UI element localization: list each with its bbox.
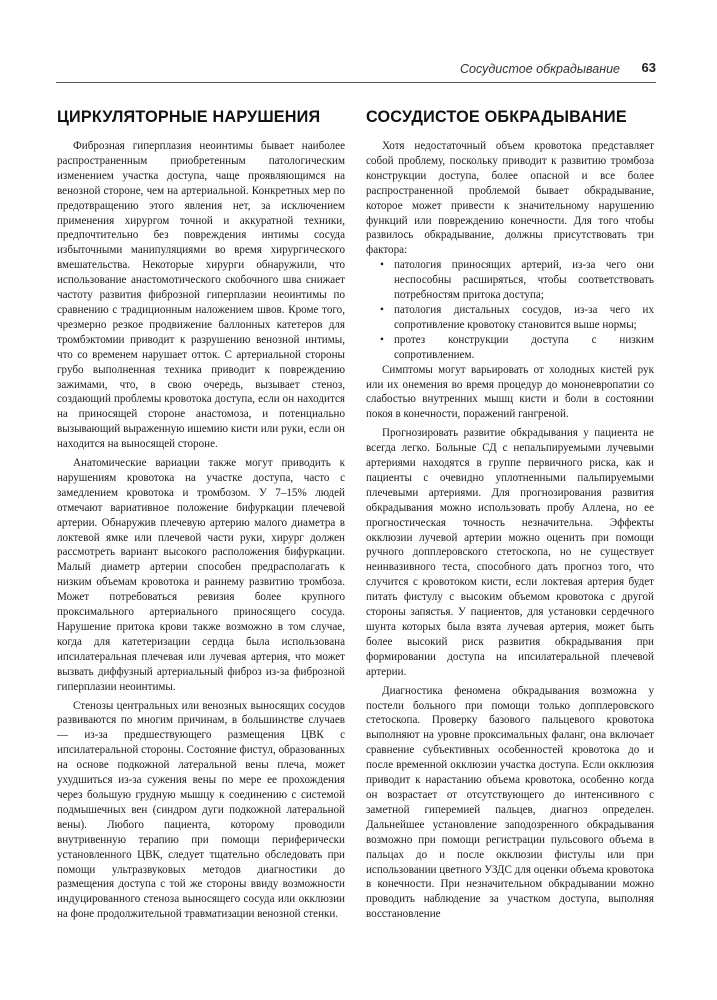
- bullet-icon: •: [380, 259, 384, 272]
- factor-list: [366, 258, 654, 362]
- running-title: Сосудистое обкрадывание: [460, 62, 620, 76]
- paragraph: Симптомы могут варьировать от холодных кистей рук или их онемения во время процедур до мононевропатии со слабостью внутренних мышц кисти и боли в состоянии покоя в конечности, поражений гангреной.: [366, 363, 654, 421]
- bullet-icon: •: [380, 333, 384, 346]
- list-item-text: патология дистальных сосудов, из-за чего их сопротивление кровотоку становится выше нормы;: [394, 303, 654, 331]
- page-number: 63: [641, 60, 656, 75]
- list-item: [366, 303, 654, 333]
- paragraph: Стенозы центральных или венозных выносящих сосудов развиваются по многим причинам, в большинстве случаев — из-за предшествующего размещения ЦВК с ипсилатеральной стороны. Состояние фистул, образованных на основе подкожной латеральной вены плеча, может ухудшиться из-за сужения вены по мере ее прохождения через большую грудную мышцу к соединению с системой подмышечных вен (синдром дуги подкожной латеральной вены). Любого пациента, которому проводили внутривенную терапию при помощи периферически установленного ЦВК, следует тщательно обследовать при помощи ультразвуковых методов диагностики до размещения доступа с той же стороны ввиду возможности индуцированного стеноза выносящего сосуда или окклюзии на фоне продолжительной травматизации венозной стенки.: [57, 699, 345, 921]
- section-heading-circulatory: ЦИРКУЛЯТОРНЫЕ НАРУШЕНИЯ: [57, 108, 321, 126]
- paragraph: Анатомические вариации также могут приводить к нарушениям кровотока на участке доступа, часто с замедлением кровотока и тромбозом. У 7–15% людей отмечают вариативное положение бифуркации плечевой артерии. Обнаружив плечевую артерию малого диаметра в локтевой ямке или плечевой части руки, хирург должен рассмотреть вариант высокого расположения бифуркации. Малый диаметр артерии способен предрасполагать к низким объемам кровотока и раннему развитию тромбоза. Может потребоваться ревизия более крупного проксимального артериального приносящего сосуда. Нарушение притока крови также возможно в том случае, когда для катетеризации сердца была использована ипсилатеральная плечевая или лучевая артерия, что может вызвать диффузный артериальный фиброз из-за фиброзной гиперплазии неоинтимы.: [57, 457, 345, 693]
- list-item: [366, 333, 654, 363]
- paragraph: Хотя недостаточный объем кровотока представляет собой проблему, поскольку приводит к развитию тромбоза конструкции доступа, более опасной и все более распространенной проблемой бывает обкрадывание, которое может привести к значительному нарушению функций или повреждению конечности. Для того чтобы развилось обкрадывание, должны присутствовать три фактора:: [366, 140, 654, 257]
- right-column: [366, 108, 654, 922]
- paragraph: Диагностика феномена обкрадывания возможна у постели больного при помощи только допплеровского стетоскопа. Проверку базового пальцевого кровотока выполняют на уровне проксимальных фаланг, она включает сравнение субъективных особенностей кровотока до и после временной окклюзии участка доступа. Если окклюзия приводит к нарастанию объема кровотока, особенно когда он возрастает от отсутствующего до интенсивного с заметной гиперемией пальцев, диагноз определен. Дальнейшее установление заподозренного обкрадывания возможно при помощи регистрации пульсового объема в пальцах до и после окклюзии фистулы или при использовании цветного УЗДС для оценки объема кровотока в конечности. При незначительном обкрадывании можно проводить наблюдение за участком доступа, выполняя восстановление: [366, 684, 654, 921]
- running-header: [56, 60, 656, 83]
- bullet-icon: •: [380, 303, 384, 316]
- paragraph: Прогнозировать развитие обкрадывания у пациента не всегда легко. Больные СД с непальпируемыми лучевыми артериями находятся в группе первичного риска, как и пациенты с очевидно уплотненными пальпируемыми плечевыми артериями. Для прогнозирования развития обкрадывания можно использовать пробу Аллена, но ее прогностическая точность незначительна. Эффекты окклюзии лучевой артерии можно оценить при помощи ручного допплеровского стетоскопа, но не существует неинвазивного теста, способного дать прогноз того, что случится с кровотоком кисти, если локтевая артерия будет питать фистулу с высоким объемом кровотока с другой стороны запястья. У пациентов, для установки сердечного шунта которых была взята лучевая артерия, может быть более высокий риск развития обкрадывания при формировании доступа на ипсилатеральной плечевой артерии.: [366, 427, 654, 678]
- list-item-text: протез конструкции доступа с низким сопротивлением.: [394, 333, 654, 361]
- list-item: [366, 258, 654, 303]
- section-heading-steal: СОСУДИСТОЕ ОБКРАДЫВАНИЕ: [366, 108, 627, 126]
- list-item-text: патология приносящих артерий, из-за чего они неспособны расширяться, чтобы соответствовать потребностям притока доступа;: [394, 259, 654, 302]
- left-column: [57, 108, 345, 922]
- paragraph: Фиброзная гиперплазия неоинтимы бывает наиболее распространенным приобретенным патологическим изменением участка доступа, чаще проявляющимся на венозной стороне, чем на артериальной. Конкретных мер по предотвращению этого явления нет, за исключением применения хирургом точной и аккуратной техники, предпочтительно без повреждения интимы сосуда избыточными манипуляциями во время хирургического вмешательства. Некоторые хирурги обнаружили, что использование анастомотического скобочного шва снижает частоту развития фиброзной гиперплазии неоинтимы по сравнению с традиционным наложением швов. Кроме того, чрезмерно резкое продвижение баллонных катетеров для тромбэктомии приводит к разрушению венозной интимы, что со временем нарушает отток. С артериальной стороны грубо выполненная техника приводит к повреждению зажимами, что, в свою очередь, вызывает стеноз, создающий проблемы кровотока доступа, если он находится на приносящей стороне анастомоза, и потенциально вызывающий выраженную ишемию кисти или руки, если он находится на выносящей стороне.: [57, 140, 345, 451]
